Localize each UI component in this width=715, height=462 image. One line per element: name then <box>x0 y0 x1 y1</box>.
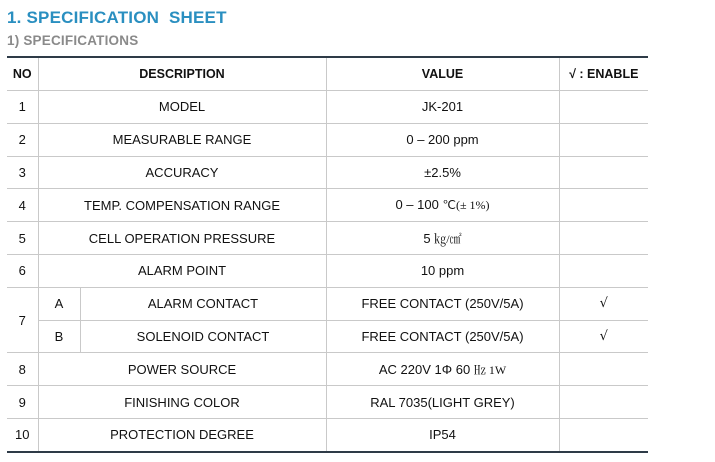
row-no: 1 <box>7 91 38 124</box>
table-row <box>7 418 648 451</box>
table-row <box>7 353 648 386</box>
table-row <box>7 254 648 287</box>
value-unit: ℃(± 1%) <box>442 198 490 213</box>
row-description: ACCURACY <box>38 156 326 189</box>
table-row <box>7 91 648 124</box>
row-description: CELL OPERATION PRESSURE <box>38 222 326 255</box>
row-value: ±2.5% <box>326 156 559 189</box>
row-description: MODEL <box>38 91 326 124</box>
row-no: 8 <box>7 353 38 386</box>
table-row <box>7 287 648 320</box>
row-value: 0 – 200 ppm <box>326 123 559 156</box>
row-description: MEASURABLE RANGE <box>38 123 326 156</box>
row-description: POWER SOURCE <box>38 353 326 386</box>
header-no: NO <box>7 57 38 91</box>
row-value: IP54 <box>326 418 559 451</box>
row-value: FREE CONTACT (250V/5A) <box>326 320 559 353</box>
row-description: SOLENOID CONTACT <box>80 320 326 353</box>
row-enable <box>559 353 648 386</box>
row-no: 4 <box>7 189 38 222</box>
table-row <box>7 123 648 156</box>
row-no: 3 <box>7 156 38 189</box>
row-enable <box>559 123 648 156</box>
row-enable <box>559 418 648 451</box>
value-text: AC 220V 1Φ 60 <box>378 361 471 377</box>
row-enable <box>559 254 648 287</box>
row-value <box>326 353 559 386</box>
sub-letter: B <box>38 320 80 353</box>
row-enable <box>559 189 648 222</box>
header-enable: √ : ENABLE <box>559 57 648 91</box>
row-description: PROTECTION DEGREE <box>38 418 326 451</box>
row-description: FINISHING COLOR <box>38 386 326 419</box>
table-row <box>7 222 648 255</box>
row-value: RAL 7035(LIGHT GREY) <box>326 386 559 419</box>
row-value: FREE CONTACT (250V/5A) <box>326 287 559 320</box>
value-text: 0 – 100 <box>395 197 439 213</box>
row-no: 5 <box>7 222 38 255</box>
value-unit: ㎏/㎠ <box>434 231 462 246</box>
row-enable <box>559 222 648 255</box>
row-value <box>326 222 559 255</box>
enable-check-mark: √ <box>559 287 648 320</box>
row-no: 9 <box>7 386 38 419</box>
table-row <box>7 320 648 353</box>
row-no: 6 <box>7 254 38 287</box>
row-no: 7 <box>7 287 38 353</box>
value-text: 5 <box>423 230 431 246</box>
sub-letter: A <box>38 287 80 320</box>
row-description: TEMP. COMPENSATION RANGE <box>38 189 326 222</box>
section-subtitle: 1) SPECIFICATIONS <box>7 33 139 48</box>
header-value: VALUE <box>326 57 559 91</box>
specification-table <box>7 56 648 453</box>
header-description: DESCRIPTION <box>38 57 326 91</box>
table-row <box>7 189 648 222</box>
row-value <box>326 189 559 222</box>
row-value: 10 ppm <box>326 254 559 287</box>
row-enable <box>559 386 648 419</box>
row-description: ALARM POINT <box>38 254 326 287</box>
value-unit: ㎐ 1W <box>473 362 507 377</box>
row-enable <box>559 156 648 189</box>
row-no: 10 <box>7 418 38 451</box>
row-no: 2 <box>7 123 38 156</box>
row-enable <box>559 91 648 124</box>
table-row <box>7 386 648 419</box>
row-description: ALARM CONTACT <box>80 287 326 320</box>
table-row <box>7 156 648 189</box>
table-header-row <box>7 57 648 91</box>
enable-check-mark: √ <box>559 320 648 353</box>
page-title: 1. SPECIFICATION SHEET <box>7 8 227 27</box>
row-value: JK-201 <box>326 91 559 124</box>
